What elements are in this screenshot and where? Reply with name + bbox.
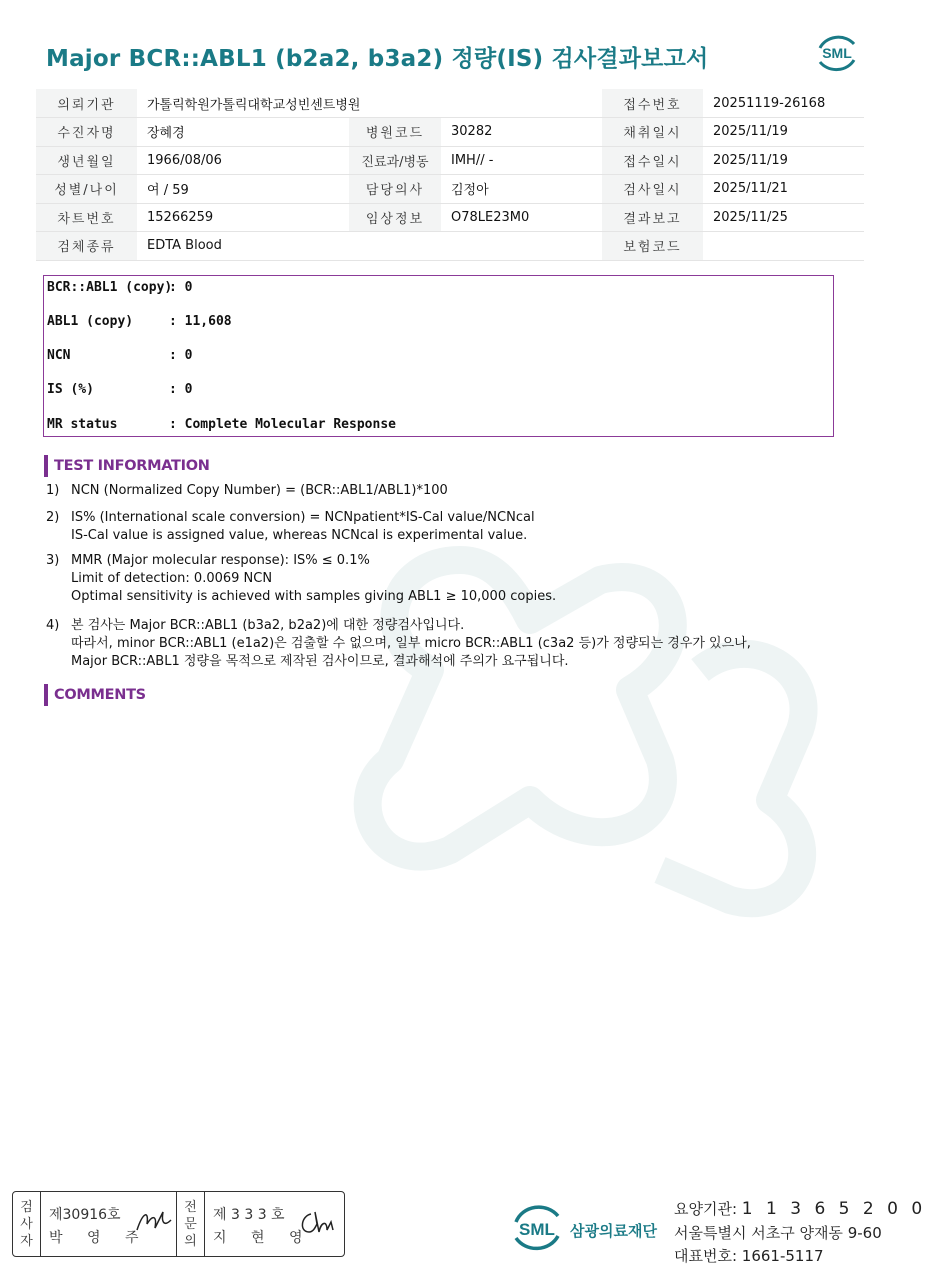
result-value: : Complete Molecular Response xyxy=(169,417,396,432)
field-value: 20251119-26168 xyxy=(703,89,864,118)
field-label: 보험코드 xyxy=(602,232,703,261)
footer-code xyxy=(674,1198,926,1219)
field-label: 담당의사 xyxy=(349,175,441,204)
field-label: 차트번호 xyxy=(36,203,137,232)
footer-phone-value: 1661-5117 xyxy=(741,1247,824,1265)
field-value: 1966/08/06 xyxy=(137,146,349,175)
item-line: NCN (Normalized Copy Number) = (BCR::ABL1/ABL1)*100 xyxy=(71,483,448,498)
footer-phone xyxy=(674,1245,824,1266)
patient-info-table xyxy=(36,89,864,261)
field-value: 2025/11/19 xyxy=(703,146,864,175)
item-line: MMR (Major molecular response): IS% ≤ 0.1% xyxy=(71,553,370,568)
field-value: 2025/11/21 xyxy=(703,175,864,204)
item-line: 따라서, minor BCR::ABL1 (e1a2)은 검출할 수 없으며, 일부 micro BCR::ABL1 (c3a2 등)가 정량되는 경우가 있으나, xyxy=(71,636,751,651)
field-value: EDTA Blood xyxy=(137,232,602,261)
specialist-signature xyxy=(297,1208,339,1238)
field-label: 검사일시 xyxy=(602,175,703,204)
table-row xyxy=(36,118,864,147)
table-row xyxy=(36,203,864,232)
specialist-name: 지 현 영 xyxy=(213,1230,313,1246)
field-value xyxy=(703,232,864,261)
item-line: Limit of detection: 0.0069 NCN xyxy=(71,571,273,586)
field-value: 김정아 xyxy=(441,175,602,204)
sml-footer-logo xyxy=(508,1200,566,1256)
result-label: NCN xyxy=(47,348,71,363)
field-value: 여 / 59 xyxy=(137,175,349,204)
svg-text:SML: SML xyxy=(822,45,852,61)
examiner-number: 제30916호 xyxy=(49,1207,121,1223)
svg-text:SML: SML xyxy=(519,1220,555,1239)
field-value: 가톨릭학원가톨릭대학교성빈센트병원 xyxy=(137,89,602,118)
item-line: IS-Cal value is assigned value, whereas NCNcal is experimental value. xyxy=(71,528,528,543)
specialist-number: 제 3 3 3 호 xyxy=(213,1207,285,1223)
result-label: IS (%) xyxy=(47,382,94,397)
item-number: 1) xyxy=(46,483,60,498)
report-title: Major BCR::ABL1 (b2a2, b3a2) 정량(IS) 검사결과보고서 xyxy=(46,46,709,72)
item-line: IS% (International scale conversion) = NCNpatient*IS-Cal value/NCNcal xyxy=(71,510,535,525)
field-label: 임상정보 xyxy=(349,203,441,232)
footer-org-name: 삼광의료재단 xyxy=(570,1222,657,1240)
result-label: MR status xyxy=(47,417,118,432)
field-value: O78LE23M0 xyxy=(441,203,602,232)
result-value: : 0 xyxy=(169,348,193,363)
result-label: ABL1 (copy) xyxy=(47,314,134,329)
field-label: 채취일시 xyxy=(602,118,703,147)
field-label: 접수번호 xyxy=(602,89,703,118)
footer-code-value: 1 1 3 6 5 2 0 0 xyxy=(741,1199,926,1219)
test-information-heading: TEST INFORMATION xyxy=(44,455,210,477)
field-label: 검체종류 xyxy=(36,232,137,261)
field-label: 의뢰기관 xyxy=(36,89,137,118)
examiner-name: 박 영 주 xyxy=(49,1230,149,1246)
sml-logo xyxy=(812,30,862,76)
table-row xyxy=(36,146,864,175)
result-label: BCR::ABL1 (copy) xyxy=(47,280,173,295)
item-line: Major BCR::ABL1 정량을 목적으로 제작된 검사이므로, 결과해석에 주의가 요구됩니다. xyxy=(71,654,569,669)
footer-phone-label: 대표번호: xyxy=(674,1247,738,1265)
field-label: 병원코드 xyxy=(349,118,441,147)
signature-box xyxy=(12,1191,345,1257)
field-value: 30282 xyxy=(441,118,602,147)
result-box xyxy=(43,275,834,437)
field-value: IMH// - xyxy=(441,146,602,175)
table-row xyxy=(36,89,864,118)
field-label: 결과보고 xyxy=(602,203,703,232)
footer-address: 서울특별시 서초구 양재동 9-60 xyxy=(674,1224,882,1242)
specialist-cell xyxy=(205,1192,344,1256)
field-label: 생년월일 xyxy=(36,146,137,175)
footer-code-label: 요양기관: xyxy=(674,1200,738,1218)
examiner-signature xyxy=(133,1206,173,1236)
result-value: : 0 xyxy=(169,280,193,295)
table-row xyxy=(36,175,864,204)
examiner-cell xyxy=(41,1192,177,1256)
field-label: 접수일시 xyxy=(602,146,703,175)
result-value: : 0 xyxy=(169,382,193,397)
item-line: 본 검사는 Major BCR::ABL1 (b3a2, b2a2)에 대한 정량검사입니다. xyxy=(71,618,465,633)
table-row xyxy=(36,232,864,261)
field-value: 2025/11/25 xyxy=(703,203,864,232)
field-label: 수진자명 xyxy=(36,118,137,147)
field-value: 15266259 xyxy=(137,203,349,232)
field-value: 2025/11/19 xyxy=(703,118,864,147)
specialist-label: 전 문 의 xyxy=(177,1192,205,1256)
watermark-logo xyxy=(300,500,900,960)
item-line: Optimal sensitivity is achieved with samples giving ABL1 ≥ 10,000 copies. xyxy=(71,589,557,604)
field-label: 성별/나이 xyxy=(36,175,137,204)
field-label: 진료과/병동 xyxy=(349,146,441,175)
examiner-label: 검 사 자 xyxy=(13,1192,41,1256)
item-number: 4) xyxy=(46,618,60,633)
comments-heading: COMMENTS xyxy=(44,684,146,706)
field-value: 장혜경 xyxy=(137,118,349,147)
item-number: 2) xyxy=(46,510,60,525)
item-number: 3) xyxy=(46,553,60,568)
result-value: : 11,608 xyxy=(169,314,232,329)
